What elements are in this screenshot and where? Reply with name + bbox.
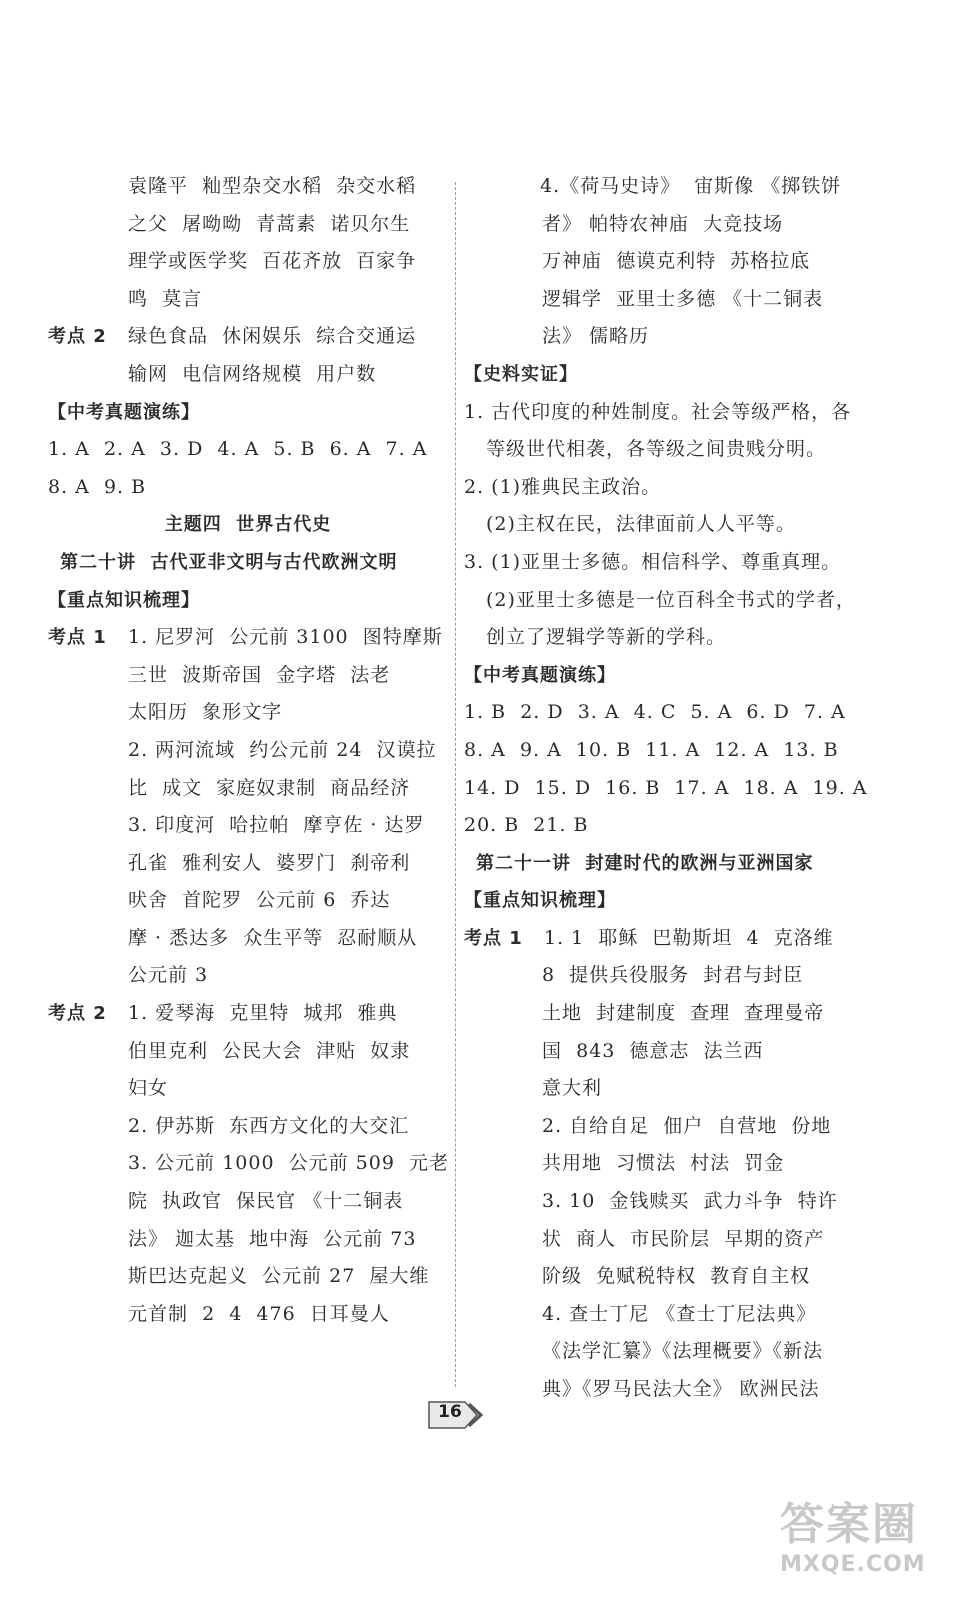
content-line: 斯巴达克起义 公元前 27 屋大维 <box>128 1265 430 1288</box>
content-line: 《法学汇纂》《法理概要》《新法 <box>542 1340 824 1363</box>
keypoint-line <box>48 619 448 657</box>
content-line: 4. 查士丁尼 《查士丁尼法典》 <box>542 1302 817 1325</box>
keypoint-label: 考点 2 <box>48 326 107 348</box>
page-number: 16 <box>438 1402 462 1422</box>
section-heading: 【史料实证】 <box>464 363 578 385</box>
lecture-title: 第二十讲 古代亚非文明与古代欧洲文明 <box>60 551 398 573</box>
content-line: 意大利 <box>542 1077 603 1100</box>
answer-line: 8. A 9. A 10. B 11. A 12. A 13. B <box>464 738 839 761</box>
keypoint-text: 1. 尼罗河 公元前 3100 图特摩斯 <box>128 626 443 649</box>
content-line: 者》 帕特农神庙 大竞技场 <box>542 212 784 235</box>
answer-line: 1. 古代印度的种姓制度。社会等级严格，各 <box>464 400 852 423</box>
content-line: 太阳历 象形文字 <box>128 701 283 724</box>
content-line: 吠舍 首陀罗 公元前 6 乔达 <box>128 889 391 912</box>
content-line: 孔雀 雅利安人 婆罗门 刹帝利 <box>128 851 411 874</box>
answer-line: 8. A 9. B <box>48 475 147 498</box>
content-line: 理学或医学奖 百花齐放 百家争 <box>128 250 417 273</box>
answer-line: 等级世代相袭，各等级之间贵贱分明。 <box>486 438 827 461</box>
content-line: 3. 公元前 1000 公元前 509 元老 <box>128 1152 450 1175</box>
content-line: 8 提供兵役服务 封君与封臣 <box>542 964 804 987</box>
content-line: 输网 电信网络规模 用户数 <box>128 362 377 385</box>
keypoint-label: 考点 1 <box>48 627 107 649</box>
page-number-badge <box>425 1398 487 1432</box>
content-line: 比 成文 家庭奴隶制 商品经济 <box>128 776 411 799</box>
content-line: 公元前 3 <box>128 964 209 987</box>
answer-line: 创立了逻辑学等新的学科。 <box>486 626 727 649</box>
content-line: 2. 两河流域 约公元前 24 汉谟拉 <box>128 738 437 761</box>
content-line: 状 商人 市民阶层 早期的资产 <box>542 1227 825 1250</box>
content-line: 逻辑学 亚里士多德 《十二铜表 <box>542 287 824 310</box>
answer-line: 20. B 21. B <box>464 814 589 837</box>
content-line: 3. 10 金钱赎买 武力斗争 特许 <box>542 1190 838 1213</box>
answer-line: (2)亚里士多德是一位百科全书式的学者， <box>486 588 856 611</box>
content-line: 摩 · 悉达多 众生平等 忍耐顺从 <box>128 926 418 949</box>
content-line: 2. 自给自足 佃户 自营地 份地 <box>542 1114 832 1137</box>
keypoint-label: 考点 2 <box>48 1003 107 1025</box>
answer-line: 1. B 2. D 3. A 4. C 5. A 6. D 7. A <box>464 701 846 724</box>
section-heading: 【中考真题演练】 <box>464 664 616 686</box>
watermark-line-1: 答案圈 <box>780 1499 918 1550</box>
content-line: 4.《荷马史诗》 宙斯像 《掷铁饼 <box>540 175 842 197</box>
content-line: 万神庙 德谟克利特 苏格拉底 <box>542 250 811 273</box>
keypoint-text: 1. 爱琴海 克里特 城邦 雅典 <box>128 1002 398 1025</box>
content-line: 法》 迦太基 地中海 公元前 73 <box>128 1227 417 1250</box>
content-line: 鸣 莫言 <box>128 287 203 310</box>
content-line: 2. 伊苏斯 东西方文化的大交汇 <box>128 1114 410 1137</box>
content-line: 袁隆平 籼型杂交水稻 杂交水稻 <box>128 175 417 197</box>
left-column <box>48 168 448 1333</box>
section-heading: 【重点知识梳理】 <box>464 890 616 912</box>
content-line: 三世 波斯帝国 金字塔 法老 <box>128 663 391 686</box>
lecture-title: 第二十一讲 封建时代的欧洲与亚洲国家 <box>476 852 814 874</box>
theme-title: 主题四 世界古代史 <box>164 514 332 536</box>
answer-line: 14. D 15. D 16. B 17. A 18. A 19. A <box>464 776 868 799</box>
keypoint-label: 考点 1 <box>464 927 523 949</box>
content-line: 土地 封建制度 查理 查理曼帝 <box>542 1002 825 1025</box>
keypoint-line <box>48 995 448 1033</box>
content-line: 国 843 德意志 法兰西 <box>542 1039 764 1062</box>
content-line: 阶级 免赋税特权 教育自主权 <box>542 1265 811 1288</box>
keypoint-line <box>48 318 448 356</box>
content-line: 伯里克利 公民大会 津贴 奴隶 <box>128 1039 411 1062</box>
content-line: 元首制 2 4 476 日耳曼人 <box>128 1302 390 1325</box>
keypoint-text: 绿色食品 休闲娱乐 综合交通运 <box>128 325 417 348</box>
content-line: 法》 儒略历 <box>542 325 650 348</box>
answer-line: 1. A 2. A 3. D 4. A 5. B 6. A 7. A <box>48 438 428 461</box>
content-line: 妇女 <box>128 1077 169 1100</box>
section-heading: 【中考真题演练】 <box>48 401 200 423</box>
right-column <box>464 168 884 1409</box>
watermark-logo <box>780 1488 960 1588</box>
content-line: 共用地 习惯法 村法 罚金 <box>542 1152 785 1175</box>
answer-line: 3. (1)亚里士多德。相信科学、尊重真理。 <box>464 550 842 573</box>
content-line: 院 执政官 保民官 《十二铜表 <box>128 1190 404 1213</box>
answer-line: (2)主权在民，法律面前人人平等。 <box>486 513 796 536</box>
answer-line: 2. (1)雅典民主政治。 <box>464 475 662 498</box>
content-line: 典》《罗马民法大全》 欧洲民法 <box>542 1378 820 1400</box>
watermark-line-2: MXQE.COM <box>780 1552 926 1577</box>
section-heading: 【重点知识梳理】 <box>48 589 200 611</box>
column-divider <box>455 182 456 1387</box>
content-line: 3. 印度河 哈拉帕 摩亨佐 · 达罗 <box>128 814 425 837</box>
keypoint-line <box>464 920 884 958</box>
keypoint-text: 1. 1 耶稣 巴勒斯坦 4 克洛维 <box>544 926 834 949</box>
content-line: 之父 屠呦呦 青蒿素 诺贝尔生 <box>128 212 411 235</box>
